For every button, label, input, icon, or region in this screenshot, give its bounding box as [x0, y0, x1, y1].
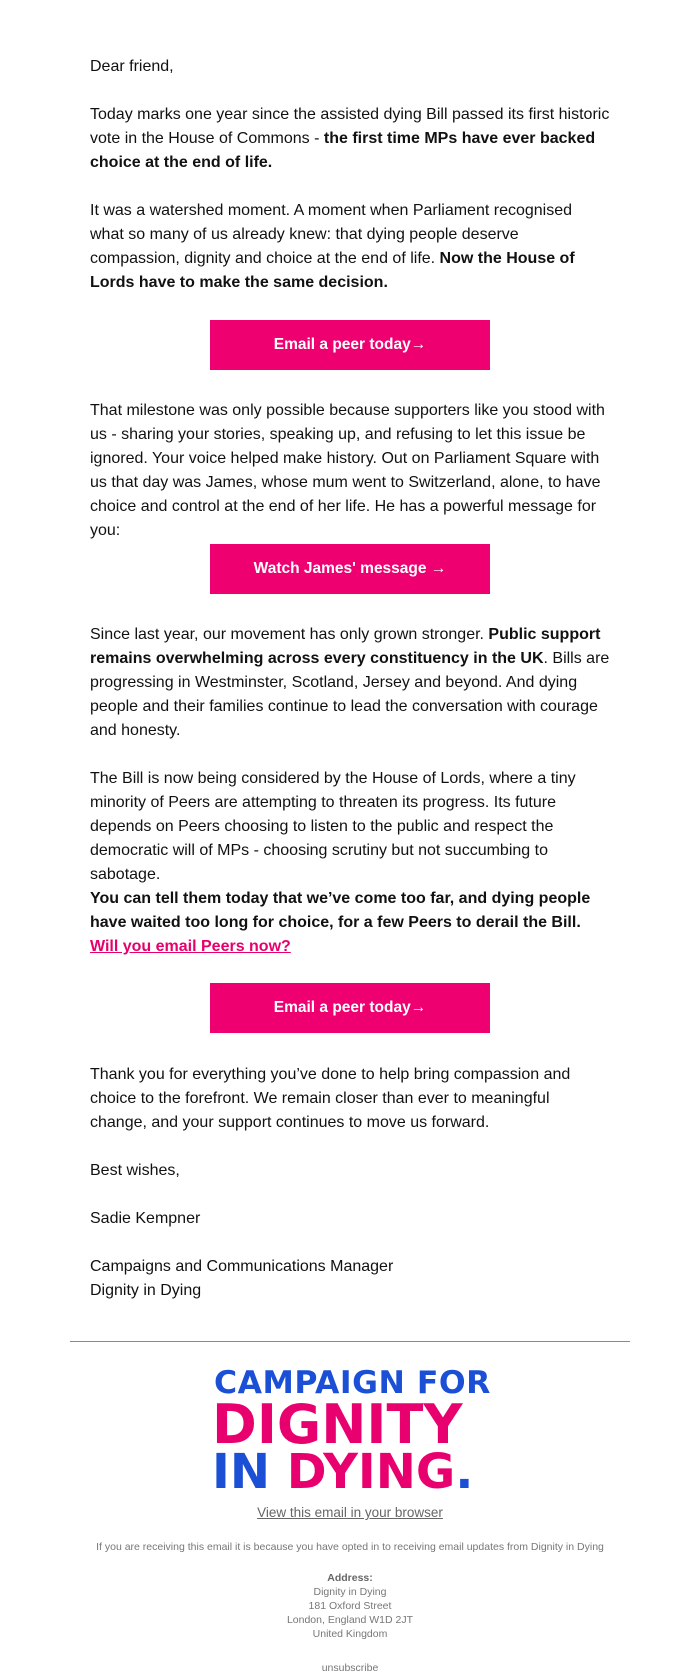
optin-note: If you are receiving this email it is because you have opted in to receiving email updates from Dignity in Dying	[96, 1541, 604, 1553]
greeting: Dear friend,	[90, 58, 174, 75]
paragraph-6-bold: You can tell them today that we’ve come too far, and dying people have waited too long for choice, for a few Peers to derail the Bill.	[90, 890, 591, 931]
paragraph-1-text: Today marks one year since the assisted dying Bill passed its first historic vote in the House of Commons -	[90, 106, 610, 147]
logo-dot: .	[455, 1444, 474, 1500]
unsubscribe-link[interactable]: unsubscribe	[321, 1662, 379, 1674]
email-peer-button-1[interactable]: Email a peer today→	[210, 320, 490, 370]
paragraph-1-bold: the first time MPs have ever backed choice at the end of life.	[90, 130, 596, 171]
footer-divider	[70, 1341, 630, 1342]
view-in-browser-link[interactable]: View this email in your browser	[257, 1505, 443, 1520]
address-line: United Kingdom	[312, 1628, 388, 1640]
paragraph-4-text-a: Since last year, our movement has only grown stronger.	[90, 626, 489, 643]
paragraph-4-text-c: . Bills are progressing in Westminster, Scotland, Jersey and beyond. And dying people and their families continue to lead the conversation with courage and honesty.	[90, 650, 610, 739]
address-line: Dignity in Dying	[313, 1586, 387, 1598]
paragraph-2	[90, 199, 610, 295]
address-line: London, England W1D 2JT	[286, 1614, 414, 1626]
logo-in: IN	[212, 1444, 271, 1500]
paragraph-4-bold: Public support remains overwhelming across every constituency in the UK	[90, 626, 601, 667]
logo-line-1: CAMPAIGN FOR	[214, 1365, 491, 1401]
paragraph-2-text: It was a watershed moment. A moment when Parliament recognised what so many of us already knew: that dying people deserve compassion, dignity and choice at the end of life.	[90, 202, 573, 267]
paragraph-4	[90, 623, 610, 743]
signoff: Best wishes,	[90, 1162, 180, 1179]
logo-dying: DYING	[286, 1444, 456, 1500]
logo-line-2: DIGNITY	[212, 1393, 463, 1456]
logo-line-3	[212, 1444, 474, 1500]
watch-james-button[interactable]: Watch James' message →	[210, 544, 490, 594]
signature-org: Dignity in Dying	[90, 1282, 202, 1299]
address-line: 181 Oxford Street	[308, 1600, 392, 1612]
email-peers-link[interactable]: Will you email Peers now?	[90, 938, 291, 955]
campaign-logo	[210, 1365, 491, 1500]
signature-name: Sadie Kempner	[90, 1210, 201, 1227]
paragraph-6	[90, 887, 610, 959]
paragraph-1	[90, 103, 610, 175]
signature-role: Campaigns and Communications Manager	[90, 1258, 394, 1275]
address-label: Address:	[327, 1572, 373, 1584]
paragraph-7: Thank you for everything you’ve done to help bring compassion and choice to the forefront. We remain closer than ever to meaningful change, and your support continues to move us forward.	[90, 1066, 571, 1131]
paragraph-3: That milestone was only possible because supporters like you stood with us - sharing your stories, speaking up, and refusing to let this issue be ignored. Your voice helped make history. Out on Parliament Square with us that day was James, whose mum went to Switzerland, alone, to have choice and control at the end of her life. He has a powerful message for you:	[90, 402, 605, 539]
email-peer-button-2[interactable]: Email a peer today→	[210, 983, 490, 1033]
paragraph-5: The Bill is now being considered by the House of Lords, where a tiny minority of Peers are attempting to threaten its progress. Its future depends on Peers choosing to listen to the public and respect the democratic will of MPs - choosing scrutiny but not succumbing to sabotage.	[90, 770, 576, 883]
paragraph-2-bold: Now the House of Lords have to make the same decision.	[90, 250, 575, 291]
